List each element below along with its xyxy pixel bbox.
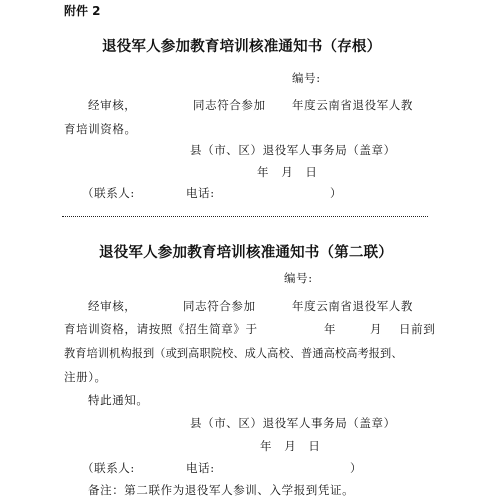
copy2-line2-day-report: 日前到 xyxy=(399,322,436,336)
copy2-close-paren: ） xyxy=(350,461,363,475)
copy2-reviewed: 经审核， xyxy=(88,299,137,313)
stub-number-label: 编号: xyxy=(292,71,321,85)
copy2-remark: 备注：第二联作为退役军人参训、入学报到凭证。 xyxy=(88,483,355,497)
copy2-line4: 注册）。 xyxy=(64,370,107,384)
copy2-date: 年 月 日 xyxy=(260,439,321,453)
copy2-comrade-meets: 同志符合参加 xyxy=(183,299,256,313)
stub-bureau: 县（市、区）退役军人事务局（盖章） xyxy=(190,143,396,157)
stub-phone-label: 电话: xyxy=(186,186,215,200)
stub-comrade-meets: 同志符合参加 xyxy=(193,98,266,112)
copy2-bureau: 县（市、区）退役军人事务局（盖章） xyxy=(190,416,396,430)
stub-title: 退役军人参加教育培训核准通知书（存根） xyxy=(102,38,382,55)
stub-close-paren: ） xyxy=(330,186,343,200)
copy2-line3: 教育培训机构报到（或到高职院校、成人高校、普通高校高考报到、 xyxy=(64,347,403,360)
copy2-line2-start: 育培训资格，请按照《招生简章》于 xyxy=(64,322,258,336)
attachment-label: 附件 2 xyxy=(64,4,101,18)
copy2-number-label: 编号: xyxy=(284,271,313,285)
copy2-line2-year: 年 xyxy=(324,322,337,336)
copy2-contact-label: （联系人: xyxy=(82,461,135,475)
copy2-year-program: 年度云南省退役军人教 xyxy=(292,299,413,313)
stub-reviewed: 经审核， xyxy=(88,98,137,112)
copy2-line2-month: 月 xyxy=(370,322,383,336)
stub-contact-label: （联系人: xyxy=(82,186,135,200)
stub-date: 年 月 日 xyxy=(257,165,318,179)
cut-line-divider xyxy=(62,216,428,217)
stub-qualification: 育培训资格。 xyxy=(64,122,137,136)
copy2-notice: 特此通知。 xyxy=(88,393,149,407)
copy2-phone-label: 电话: xyxy=(186,461,215,475)
copy2-title: 退役军人参加教育培训核准通知书（第二联） xyxy=(99,244,393,261)
stub-year-program: 年度云南省退役军人教 xyxy=(292,98,413,112)
